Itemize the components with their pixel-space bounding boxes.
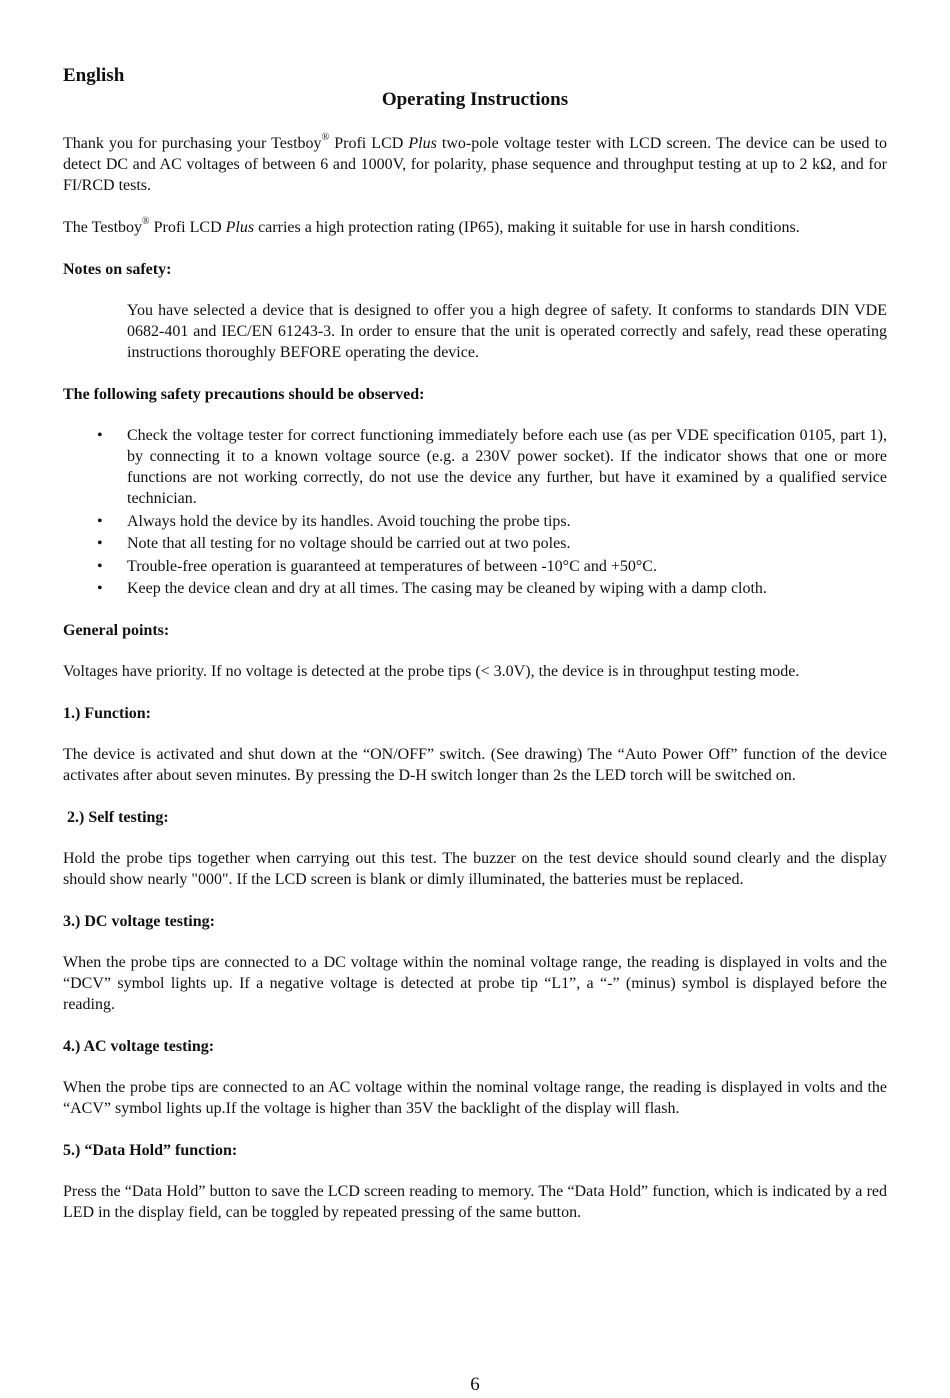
section-heading-self-testing: 2.) Self testing: <box>63 809 169 826</box>
page-title: Operating Instructions <box>381 89 569 110</box>
section-text-dc-voltage: When the probe tips are connected to a DC voltage within the nominal voltage range, the reading is displayed in volts and the “DCV” symbol lights up. If a negative voltage is detected at probe tip “L1”, a “-” (minus) symbol is displayed before the reading. <box>63 954 887 1013</box>
section-text-ac-voltage: When the probe tips are connected to an AC voltage within the nominal voltage range, the reading is displayed in volts and the “ACV” symbol lights up.If the voltage is higher than 35V the backlight of the display will flash. <box>63 1079 887 1117</box>
precautions-heading: The following safety precautions should be observed: <box>63 386 425 403</box>
section-text-self-testing: Hold the probe tips together when carrying out this test. The buzzer on the test device should sound clearly and the display should show nearly "000". If the LCD screen is blank or dimly illuminated, the batteries must be replaced. <box>63 850 887 888</box>
general-paragraph: Voltages have priority. If no voltage is detected at the probe tips (< 3.0V), the device is in throughput testing mode. <box>63 663 800 680</box>
list-item: • Always hold the device by its handles. Avoid touching the probe tips. <box>97 512 571 530</box>
section-heading-data-hold: 5.) “Data Hold” function: <box>63 1142 238 1159</box>
registered-mark: ® <box>142 216 150 227</box>
precautions-list <box>63 425 887 599</box>
safety-paragraph: You have selected a device that is designed to offer you a high degree of safety. It conforms to standards DIN VDE 0682-401 and IEC/EN 61243-3. In order to ensure that the unit is operated correctly and safely, read these operating instructions thoroughly BEFORE operating the device. <box>127 302 887 361</box>
list-item: • Trouble-free operation is guaranteed at temperatures of between -10°C and +50°C. <box>97 557 657 575</box>
registered-mark: ® <box>321 132 330 143</box>
language-label: English <box>63 65 125 86</box>
list-item: • Note that all testing for no voltage should be carried out at two poles. <box>97 535 571 552</box>
bullet-icon: • <box>97 535 103 552</box>
bullet-icon: • <box>97 580 103 597</box>
section-heading-ac-voltage: 4.) AC voltage testing: <box>63 1038 215 1055</box>
section-heading-dc-voltage: 3.) DC voltage testing: <box>63 913 215 930</box>
safety-heading: Notes on safety: <box>63 261 172 278</box>
list-item: • Check the voltage tester for correct functioning immediately before each use (as per VDE specification 0105, part 1), by connecting it to a known voltage source (e.g. a 230V power socket). If the indicator shows that one or more functions are not working correctly, do not use the device any further, but have it examined by a qualified service technician. <box>97 427 887 507</box>
list-item: • Keep the device clean and dry at all times. The casing may be cleaned by wiping with a damp cloth. <box>97 580 767 597</box>
document-page <box>63 64 887 1244</box>
section-heading-function: 1.) Function: <box>63 705 151 722</box>
bullet-icon: • <box>97 427 103 444</box>
intro-paragraph: Thank you for purchasing your Testboy® Profi LCD Plus two-pole voltage tester with LCD screen. The device can be used to detect DC and AC voltages of between 6 and 1000V, for polarity, phase sequence and throughput testing at up to 2 kΩ, and for FI/RCD tests. <box>63 132 888 194</box>
protection-paragraph: The Testboy® Profi LCD Plus carries a high protection rating (IP65), making it suitable for use in harsh conditions. <box>63 216 800 236</box>
bullet-icon: • <box>97 557 103 575</box>
bullet-icon: • <box>97 512 103 530</box>
page-number: 6 <box>470 1374 480 1395</box>
general-heading: General points: <box>63 622 170 639</box>
section-text-data-hold: Press the “Data Hold” button to save the LCD screen reading to memory. The “Data Hold” function, which is indicated by a red LED in the display field, can be toggled by repeated pressing of the same button. <box>63 1183 887 1221</box>
section-text-function: The device is activated and shut down at the “ON/OFF” switch. (See drawing) The “Auto Power Off” function of the device activates after about seven minutes. By pressing the D-H switch longer than 2s the LED torch will be switched on. <box>63 746 887 784</box>
